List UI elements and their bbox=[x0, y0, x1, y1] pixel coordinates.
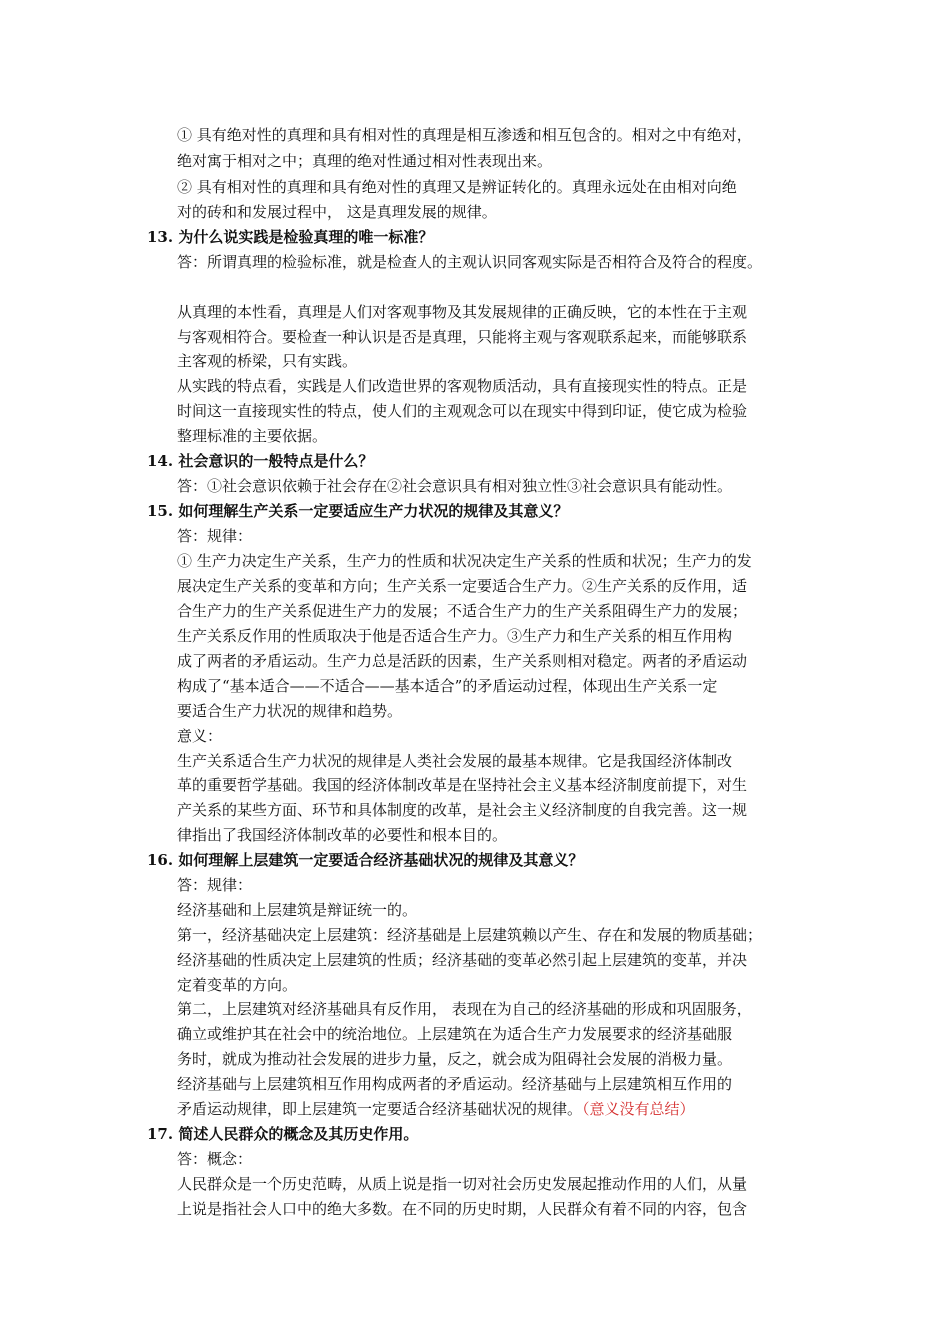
text-line: 从实践的特点看，实践是人们改造世界的客观物质活动，具有直接现实性的特点。正是 bbox=[177, 377, 748, 395]
text-line: 主客观的桥梁，只有实践。 bbox=[177, 352, 358, 370]
text-line bbox=[177, 1097, 695, 1121]
question-16-heading: 16. 如何理解上层建筑一定要适合经济基础状况的规律及其意义？ bbox=[147, 851, 584, 869]
text-line: 答：概念： bbox=[177, 1150, 253, 1168]
text-line: 时间这一直接现实性的特点，使人们的主观观念可以在现实中得到印证，使它成为检验 bbox=[177, 402, 748, 420]
text-line: 经济基础的性质决定上层建筑的性质；经济基础的变革必然引起上层建筑的变革，并决 bbox=[177, 951, 748, 969]
text-line: ① 具有绝对性的真理和具有相对性的真理是相互渗透和相互包含的。相对之中有绝对， bbox=[177, 126, 752, 144]
text-line: 生产关系适合生产力状况的规律是人类社会发展的最基本规律。它是我国经济体制改 bbox=[177, 752, 733, 770]
text-line: 经济基础和上层建筑是辩证统一的。 bbox=[177, 901, 418, 919]
text-line: 经济基础与上层建筑相互作用构成两者的矛盾运动。经济基础与上层建筑相互作用的 bbox=[177, 1075, 733, 1093]
text-line: 答：规律： bbox=[177, 876, 253, 894]
question-14-heading: 14. 社会意识的一般特点是什么？ bbox=[147, 452, 374, 470]
text-line: 革的重要哲学基础。我国的经济体制改革是在坚持社会主义基本经济制度前提下，对生 bbox=[177, 776, 748, 794]
text-line: 第二，上层建筑对经济基础具有反作用， 表现在为自己的经济基础的形成和巩固服务， bbox=[177, 1000, 752, 1018]
text-line: ① 生产力决定生产关系，生产力的性质和状况决定生产关系的性质和状况；生产力的发 bbox=[177, 552, 752, 570]
text-line: 整理标准的主要依据。 bbox=[177, 427, 328, 445]
text-line: 构成了“基本适合——不适合——基本适合”的矛盾运动过程，体现出生产关系一定 bbox=[177, 677, 718, 695]
text-line: 第一，经济基础决定上层建筑：经济基础是上层建筑赖以产生、存在和发展的物质基础； bbox=[177, 926, 763, 944]
text-line: 产关系的某些方面、环节和具体制度的改革，是社会主义经济制度的自我完善。这一规 bbox=[177, 801, 748, 819]
text-line: 意义： bbox=[177, 727, 223, 745]
text-line: 答：①社会意识依赖于社会存在②社会意识具有相对独立性③社会意识具有能动性。 bbox=[177, 477, 733, 495]
text-line: 律指出了我国经济体制改革的必要性和根本目的。 bbox=[177, 826, 508, 844]
text-line: 绝对寓于相对之中；真理的绝对性通过相对性表现出来。 bbox=[177, 152, 553, 170]
text-line: 要适合生产力状况的规律和趋势。 bbox=[177, 702, 403, 720]
text-line: ② 具有相对性的真理和具有绝对性的真理又是辨证转化的。真理永远处在由相对向绝 bbox=[177, 178, 737, 196]
text-line: 定着变革的方向。 bbox=[177, 976, 298, 994]
question-13-heading: 13. 为什么说实践是检验真理的唯一标准？ bbox=[147, 228, 434, 246]
text-line: 答：所谓真理的检验标准，就是检查人的主观认识同客观实际是否相符合及符合的程度。 bbox=[177, 253, 763, 271]
text-segment: 矛盾运动规律，即上层建筑一定要适合经济基础状况的规律。 bbox=[177, 1100, 583, 1118]
text-line: 从真理的本性看，真理是人们对客观事物及其发展规律的正确反映，它的本性在于主观 bbox=[177, 303, 748, 321]
editor-note: （意义没有总结） bbox=[582, 1100, 695, 1118]
text-line: 生产关系反作用的性质取决于他是否适合生产力。③生产力和生产关系的相互作用构 bbox=[177, 627, 733, 645]
text-line: 人民群众是一个历史范畴，从质上说是指一切对社会历史发展起推动作用的人们，从量 bbox=[177, 1175, 748, 1193]
text-line: 与客观相符合。要检查一种认识是否是真理，只能将主观与客观联系起来，而能够联系 bbox=[177, 328, 748, 346]
text-line: 上说是指社会人口中的绝大多数。在不同的历史时期，人民群众有着不同的内容，包含 bbox=[177, 1200, 748, 1218]
text-line: 务时，就成为推动社会发展的进步力量，反之，就会成为阻碍社会发展的消极力量。 bbox=[177, 1050, 733, 1068]
text-line: 合生产力的生产关系促进生产力的发展；不适合生产力的生产关系阻碍生产力的发展； bbox=[177, 602, 748, 620]
question-15-heading: 15. 如何理解生产关系一定要适应生产力状况的规律及其意义？ bbox=[147, 502, 569, 520]
text-line: 对的砖和和发展过程中， 这是真理发展的规律。 bbox=[177, 203, 497, 221]
text-line: 成了两者的矛盾运动。生产力总是活跃的因素，生产关系则相对稳定。两者的矛盾运动 bbox=[177, 652, 748, 670]
text-line: 答：规律： bbox=[177, 527, 253, 545]
question-17-heading: 17. 简述人民群众的概念及其历史作用。 bbox=[147, 1125, 419, 1143]
text-line: 展决定生产关系的变革和方向；生产关系一定要适合生产力。②生产关系的反作用，适 bbox=[177, 577, 748, 595]
text-line: 确立或维护其在社会中的统治地位。上层建筑在为适合生产力发展要求的经济基础服 bbox=[177, 1025, 733, 1043]
